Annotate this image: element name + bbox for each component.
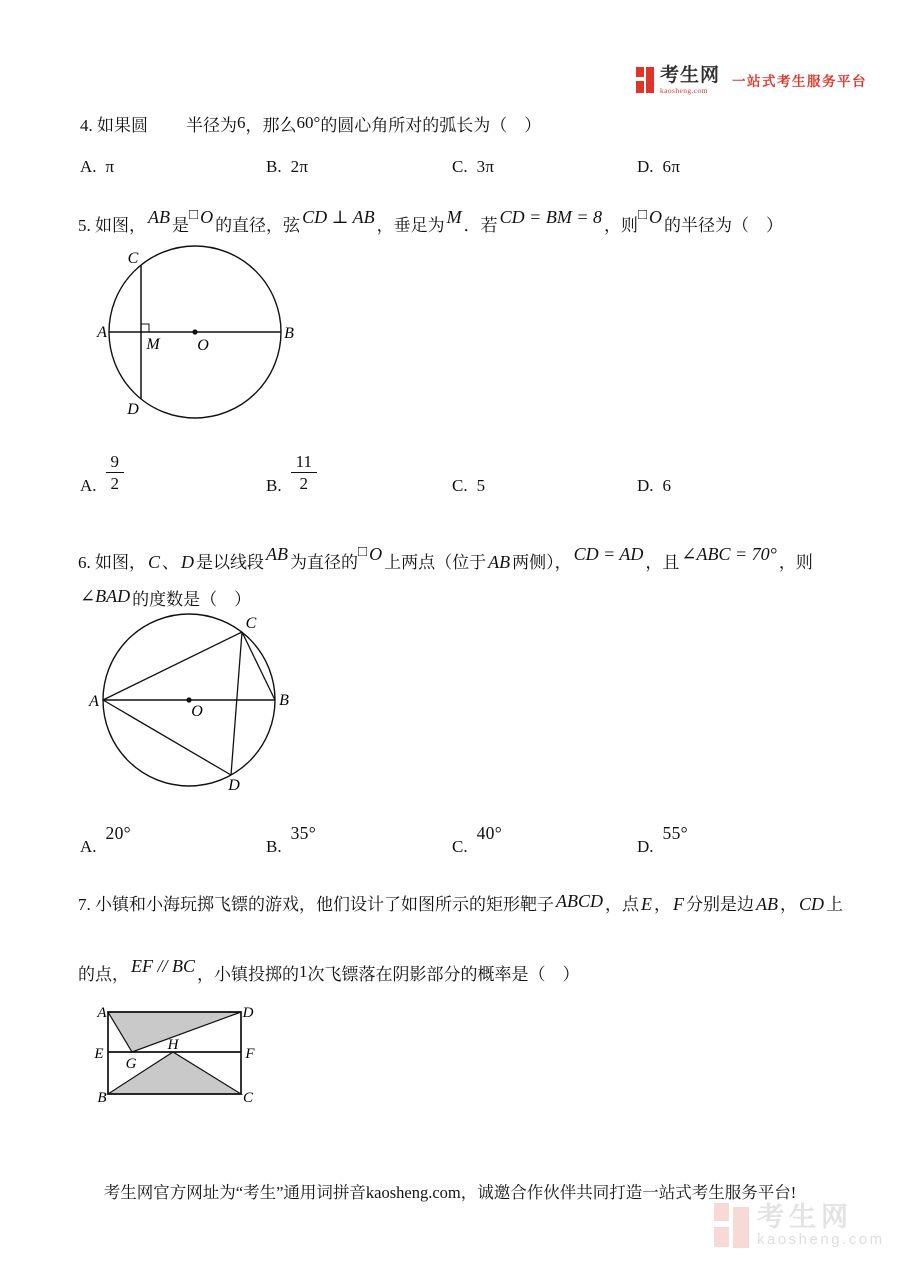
text-segment: 的半径为（ ）: [664, 216, 784, 235]
option-label: A.: [80, 837, 97, 856]
text-segment: 、: [162, 553, 180, 572]
option-value: π: [105, 157, 115, 176]
center-dot: [186, 697, 191, 702]
text-segment: 1: [299, 962, 308, 981]
fraction-numerator: 9: [106, 452, 125, 474]
point-label-d: D: [228, 777, 240, 794]
text-segment: 为直径的: [290, 553, 359, 572]
math-segment: CD = BM = 8: [499, 207, 602, 227]
text-segment: □: [358, 544, 368, 560]
option-d: [637, 155, 680, 177]
text-segment: 6. 如图，: [78, 553, 146, 572]
point-label-h: H: [167, 1037, 179, 1053]
point-label-b: B: [284, 325, 294, 342]
point-label-f: F: [245, 1046, 255, 1062]
math-segment: CD ⊥ AB: [302, 207, 375, 227]
point-label-m: M: [146, 336, 160, 353]
kaosheng-logo-icon: [636, 67, 654, 93]
brand-domain: kaosheng.com: [660, 85, 708, 95]
logo-text: [660, 66, 720, 95]
point-label-o: O: [191, 703, 203, 720]
point-label-c: C: [245, 615, 257, 632]
option-label: C.: [452, 837, 468, 856]
logo-left-blocks: [636, 67, 644, 93]
text-segment: 6: [237, 113, 246, 132]
option-a: [80, 450, 124, 496]
text-segment: 4. 如果圆: [80, 116, 148, 135]
option-label: A.: [80, 476, 97, 495]
math-segment: O: [200, 207, 214, 227]
question-7-text-line2: [78, 955, 580, 986]
math-segment: E: [641, 894, 652, 914]
option-a: [80, 155, 114, 177]
option-label: B.: [266, 157, 282, 176]
text-segment: 次飞镖落在阴影部分的概率是（ ）: [307, 965, 580, 984]
text-segment: ，那么: [245, 116, 297, 135]
watermark-domain: kaosheng.com: [757, 1231, 885, 1249]
math-segment: ∠BAD: [80, 586, 131, 606]
question-4-text: [80, 112, 541, 137]
fraction-denominator: 2: [299, 474, 309, 494]
option-label: D.: [637, 157, 654, 176]
kaosheng-watermark: [714, 1203, 885, 1248]
point-label-a: A: [97, 324, 107, 341]
watermark-right-block: [733, 1207, 749, 1248]
text-segment: 是: [172, 216, 189, 235]
text-segment: ．若: [463, 216, 498, 235]
text-segment: 的度数是（ ）: [132, 590, 252, 609]
question-7-text-line1: [78, 890, 843, 916]
kaosheng-logo: [636, 66, 720, 95]
text-segment: 5. 如图，: [78, 216, 146, 235]
option-label: D.: [637, 837, 654, 856]
figure-q6-circle: [87, 610, 302, 805]
fraction-numerator: 11: [291, 452, 317, 474]
option-d: [637, 450, 671, 496]
watermark-left-blocks: [714, 1203, 729, 1247]
math-segment: O: [649, 207, 663, 227]
figure-q7-rectangle: [90, 1002, 265, 1112]
option-label: D.: [637, 476, 654, 495]
point-label-d: D: [242, 1005, 254, 1021]
option-value: 55°: [662, 823, 688, 843]
option-value: 6: [662, 476, 672, 495]
logo-right-block: [646, 67, 654, 93]
option-value: 40°: [476, 823, 502, 843]
text-segment: 半径为: [186, 116, 237, 135]
option-label: C.: [452, 157, 468, 176]
text-segment: 的圆心角所对的弧长为（ ）: [320, 116, 542, 135]
point-label-a: A: [97, 1005, 107, 1021]
math-segment: ABCD: [556, 891, 603, 911]
option-b: [266, 450, 317, 496]
brand-tagline: 一站式考生服务平台: [732, 74, 868, 90]
point-label-a: A: [89, 693, 99, 710]
text-segment: □: [637, 207, 648, 223]
point-label-c: C: [242, 1090, 254, 1106]
option-label: A.: [80, 157, 97, 176]
math-segment: O: [369, 544, 383, 564]
option-a: [80, 823, 131, 857]
math-segment: AB: [266, 544, 289, 564]
center-dot: [192, 329, 197, 334]
watermark-logo-icon: [714, 1203, 749, 1248]
math-segment: AB: [756, 894, 778, 914]
point-label-g: G: [125, 1056, 137, 1072]
text-segment: ，点: [605, 895, 639, 914]
math-segment: CD = AD: [573, 544, 644, 564]
option-value: 35°: [290, 823, 316, 843]
text-segment: ，小镇投掷的: [197, 965, 299, 984]
fraction-denominator: 2: [110, 474, 120, 494]
text-segment: 上两点（位于: [384, 553, 487, 572]
watermark-text: [757, 1203, 885, 1248]
point-label-c: C: [127, 250, 139, 267]
question-6-text-line2: [78, 585, 251, 611]
text-segment: 的直径，弦: [215, 216, 301, 235]
text-segment: 的点，: [78, 965, 129, 984]
question-5-text: [78, 204, 783, 237]
option-b: [266, 823, 316, 857]
option-label: C.: [452, 476, 468, 495]
math-segment: C: [148, 552, 161, 572]
text-segment: 是以线段: [196, 553, 265, 572]
math-segment: F: [673, 894, 684, 914]
text-segment: ，垂足为: [376, 216, 445, 235]
point-label-e: E: [94, 1046, 104, 1062]
text-segment: 60°: [296, 113, 321, 132]
text-segment: 两侧），: [512, 553, 572, 572]
option-value: 6π: [662, 157, 681, 176]
text-segment: ，且: [645, 553, 680, 572]
point-label-d: D: [127, 401, 139, 418]
fraction-value: [291, 452, 317, 494]
option-value: 5: [476, 476, 486, 495]
point-label-o: O: [197, 337, 209, 354]
point-label-b: B: [97, 1090, 107, 1106]
text-segment: 7. 小镇和小海玩掷飞镖的游戏，他们设计了如图所示的矩形靶子: [78, 895, 554, 914]
math-segment: D: [181, 552, 195, 572]
text-segment: □: [189, 207, 199, 223]
option-label: B.: [266, 476, 282, 495]
chord-ad: [103, 700, 231, 775]
option-value: 3π: [476, 157, 495, 176]
right-angle-mark: [141, 324, 149, 332]
text-segment: ，则: [778, 553, 813, 572]
question-6-text-line1: [78, 541, 813, 574]
footer-slogan: 考生网官方网址为“考生”通用词拼音kaosheng.com，诚邀合作伙伴共同打造一站式考生服务平台!: [103, 1183, 797, 1202]
option-value: 20°: [105, 823, 131, 843]
brand-name: 考生网: [660, 65, 721, 86]
text-segment: ，: [780, 895, 797, 914]
fraction-value: [106, 452, 125, 494]
site-header: [636, 66, 867, 95]
math-segment: CD: [799, 894, 825, 914]
chord-cd: [231, 632, 242, 775]
math-segment: EF // BC: [131, 956, 195, 976]
option-label: B.: [266, 837, 282, 856]
figure-q5-circle: [95, 237, 305, 437]
chord-ac: [103, 632, 242, 700]
point-label-b: B: [279, 692, 289, 709]
option-d: [637, 823, 688, 857]
option-value: 2π: [290, 157, 309, 176]
math-segment: AB: [488, 552, 511, 572]
math-segment: ∠ABC = 70°: [681, 544, 777, 564]
math-segment: M: [446, 207, 462, 227]
text-segment: 上: [826, 895, 844, 914]
option-c: [452, 450, 485, 496]
text-segment: ，则: [603, 216, 638, 235]
chord-cb: [242, 632, 275, 700]
text-segment: ，: [654, 895, 671, 914]
option-c: [452, 823, 502, 857]
text-segment: 分别是边: [686, 895, 754, 914]
option-c: [452, 155, 494, 177]
watermark-brand: 考生网: [757, 1202, 853, 1232]
math-segment: AB: [148, 207, 170, 227]
option-b: [266, 155, 308, 177]
